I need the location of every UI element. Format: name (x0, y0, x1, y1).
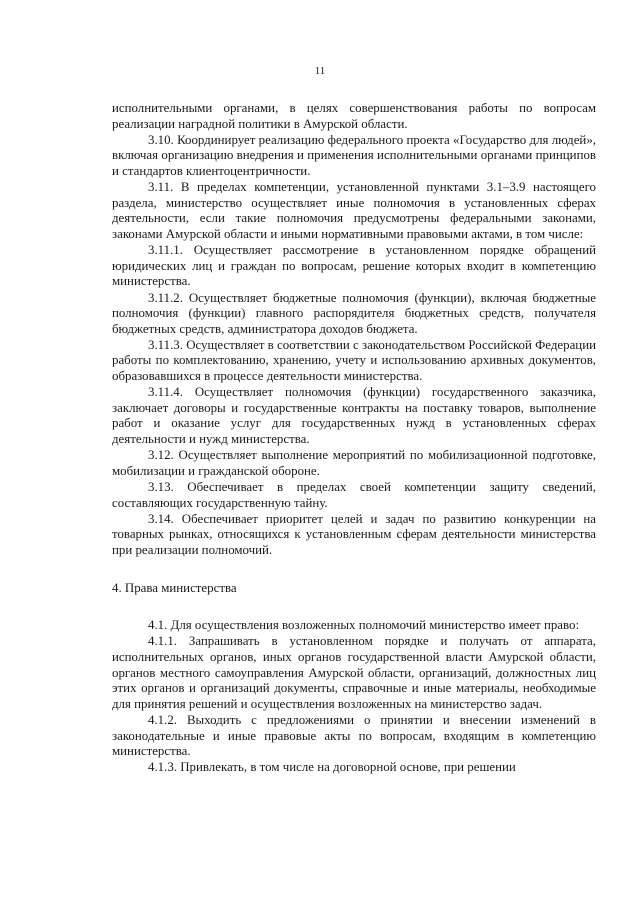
paragraph: 4.1.3. Привлекать, в том числе на договорной основе, при решении (148, 760, 516, 775)
document-body (112, 101, 596, 776)
page-number: 11 (314, 65, 326, 77)
paragraph: исполнительными органами, в целях совершенствования работы по вопросам реализации наградной политики в Амурской области. (112, 101, 596, 131)
paragraph: 3.12. Осуществляет выполнение мероприятий по мобилизационной подготовке, мобилизации и гражданской обороне. (112, 448, 596, 478)
paragraph: 3.14. Обеспечивает приоритет целей и задач по развитию конкуренции на товарных рынках, относящихся к установленным сферам деятельности министерства при реализации полномочий. (112, 511, 596, 557)
paragraph: 3.10. Координирует реализацию федерального проекта «Государство для людей», включая организацию внедрения и применения исполнительными органами принципов и стандартов клиентоцентричности. (112, 132, 596, 178)
paragraph: 3.13. Обеспечивает в пределах своей компетенции защиту сведений, составляющих государственную тайну. (112, 480, 596, 510)
paragraph: 3.11.2. Осуществляет бюджетные полномочия (функции), включая бюджетные полномочия (функции) главного распорядителя бюджетных средств, получателя бюджетных средств, администратора доходов бюджета. (112, 290, 596, 336)
paragraph: 3.11.3. Осуществляет в соответствии с законодательством Российской Федерации работы по комплектованию, хранению, учету и использованию архивных документов, образовавшихся в процессе деятельности министерства. (112, 337, 597, 384)
section-heading: 4. Права министерства (112, 580, 237, 595)
paragraph: 3.11. В пределах компетенции, установленной пунктами 3.1–3.9 настоящего раздела, министерство осуществляет иные полномочия в установленных сферах деятельности, если такие полномочия предусмотрены федеральными законами, законами Амурской области и иными нормативными правовыми актами, в том числе: (112, 180, 596, 241)
paragraph: 4.1.2. Выходить с предложениями о принятии и внесении изменений в законодательные и иные правовые акты по вопросам, входящим в компетенцию министерства. (112, 712, 596, 759)
paragraph: 4.1.1. Запрашивать в установленном порядке и получать от аппарата, исполнительных органов, иных органов государственной власти Амурской области, органов местного самоуправления Амурской области, организаций, должностных лиц этих органов и организаций документы, справочные и иные материалы, необходимые для принятия решений и осуществления возложенных на министерство задач. (112, 634, 596, 711)
paragraph: 3.11.1. Осуществляет рассмотрение в установленном порядке обращений юридических лиц и граждан по вопросам, решение которых входит в компетенцию министерства. (112, 243, 596, 289)
paragraph: 3.11.4. Осуществляет полномочия (функции) государственного заказчика, заключает договоры и государственные контракты на поставку товаров, выполнение работ и оказание услуг для государственных нужд в установленных сферах деятельности и нужд министерства. (112, 385, 596, 447)
paragraph: 4.1. Для осуществления возложенных полномочий министерство имеет право: (148, 618, 580, 633)
